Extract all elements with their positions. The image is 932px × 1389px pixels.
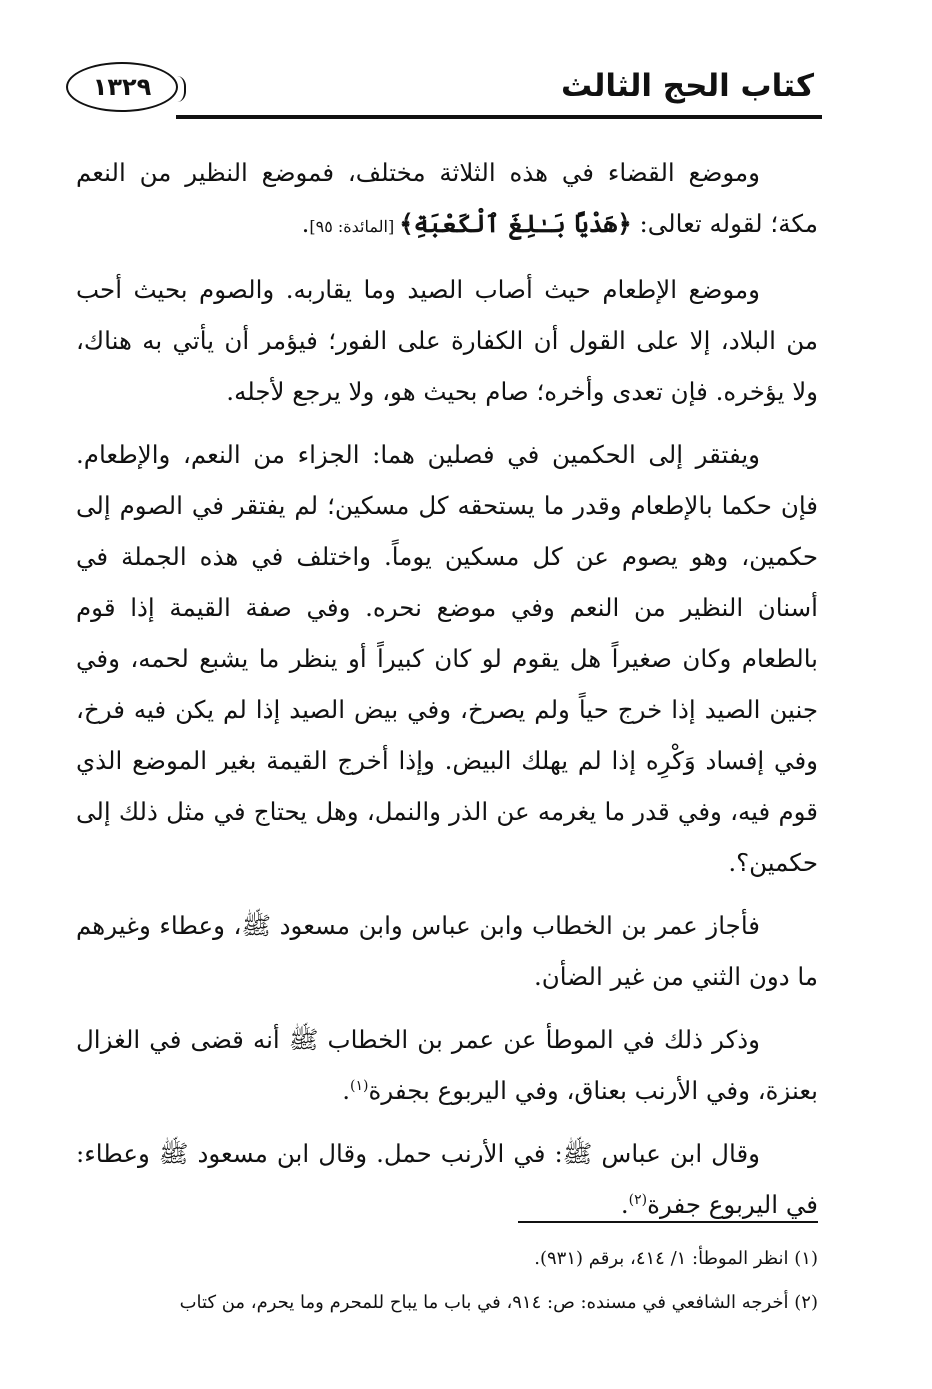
paragraph-1-end: .: [301, 209, 310, 238]
footnote-1: (١) انظر الموطأ: ١/ ٤١٤، برقم (٩٣١).: [534, 1248, 818, 1269]
running-title: كتاب الحج الثالث: [560, 68, 814, 104]
footnote-ref-2[interactable]: (٢): [628, 1191, 648, 1208]
quran-verse: ﴿هَدْيًا بَـٰلِغَ ٱلْكَعْبَةِ﴾: [399, 209, 632, 238]
footnote-ref-1[interactable]: (١): [350, 1077, 369, 1094]
main-text: [76, 147, 818, 1242]
paragraph-6: [76, 1128, 818, 1230]
paragraph-1: [76, 147, 818, 252]
paragraph-3: ويفتقر إلى الحكمين في فصلين هما: الجزاء من النعم، والإطعام. فإن حكما بالإطعام وقدر ما يستحقه كل مسكين؛ لم يفتقر في الصوم إلى حكمين، وهو يصوم عن كل مسكين يوماً. واختلف في هذه الجملة في أسنان النظير من النعم وفي موضع نحره. وفي صفة القيمة إذا قوم بالطعام وكان صغيراً هل يقوم لو كان كبيراً أو ينظر ما يشبع لحمه، وفي جنين الصيد إذا خرج حياً ولم يصرخ، وفي بيض الصيد إذا لم يكن فيه فرخ، وفي إفساد وَكْرِه إذا لم يهلك البيض. وإذا أخرج القيمة بغير الموضع الذي قوم فيه، وفي قدر ما يغرمه عن الذر والنمل، وهل يحتاج في مثل ذلك إلى حكمين؟.: [76, 440, 818, 877]
paragraph-1-line-1: وموضع القضاء في هذه الثلاثة مختلف، فموضع النظير من النعم مكة؛: [76, 158, 818, 238]
paragraph-5-end: .: [342, 1076, 351, 1105]
footnote-2: (٢) أخرجه الشافعي في مسنده: ص: ٩١٤، في باب ما يباح للمحرم وما يحرم، من كتاب: [179, 1292, 818, 1313]
verse-citation: [المائدة: ٩٥]: [309, 217, 400, 236]
page-number: ١٣٢٩: [66, 62, 178, 112]
paragraph-2: وموضع الإطعام حيث أصاب الصيد وما يقاربه. والصوم بحيث أحب من البلاد، إلا على القول أن الكفارة على الفور؛ فيؤمر أن يأتي به هناك، ولا يؤخره. فإن تعدى وأخره؛ صام بحيث هو، ولا يرجع لأجله.: [76, 275, 818, 406]
paragraph-6-text: وقال ابن عباس ﷺ: في الأرنب حمل. وقال ابن مسعود ﷺ وعطاء: في اليربوع جفرة: [76, 1139, 818, 1219]
paragraph-4: فأجاز عمر بن الخطاب وابن عباس وابن مسعود ﷺ، وعطاء وغيرهم ما دون الثني من غير الضأن.: [76, 911, 818, 991]
paragraph-6-end: .: [620, 1190, 629, 1219]
footnote-separator: [518, 1221, 818, 1223]
paragraph-5: [76, 1014, 818, 1116]
footnotes: [76, 1237, 818, 1325]
paragraph-1-lead: لقوله تعالى:: [631, 209, 763, 238]
paragraph-5-text: وذكر ذلك في الموطأ عن عمر بن الخطاب ﷺ أنه قضى في الغزال بعنزة، وفي الأرنب بعناق، وفي اليربوع بجفرة: [76, 1025, 818, 1105]
header-rule: [176, 115, 822, 119]
page-header: [66, 56, 822, 126]
